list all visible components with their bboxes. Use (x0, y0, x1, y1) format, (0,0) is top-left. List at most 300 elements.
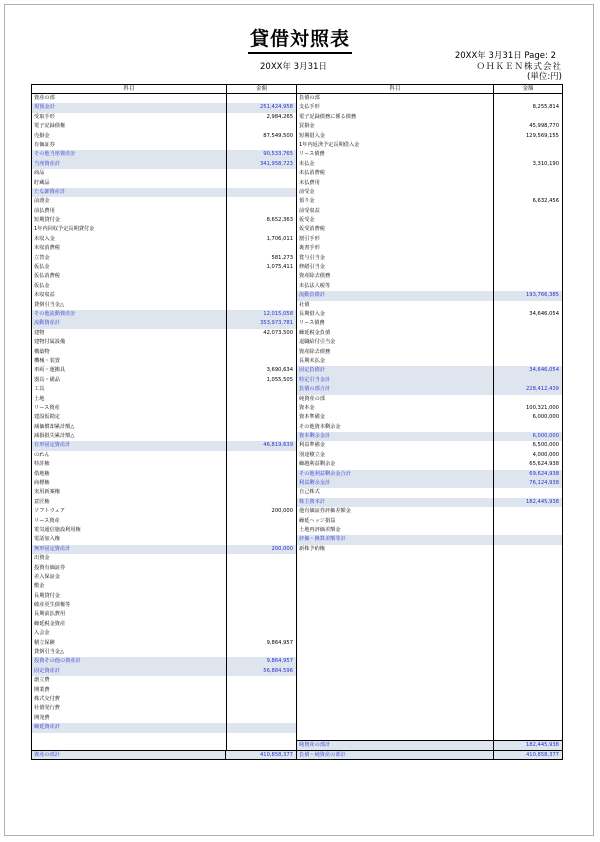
account-amount: 3,310,190 (532, 160, 559, 167)
account-name: 割引手形 (299, 235, 320, 242)
account-amount: 228,412,439 (525, 386, 559, 393)
account-name: 投資有価証券 (34, 564, 66, 571)
account-amount (226, 272, 296, 281)
liability-row (297, 545, 562, 554)
account-amount: 9,864,957 (266, 639, 293, 646)
account-name: 借地権 (34, 470, 50, 477)
asset-row (32, 423, 296, 432)
account-name: リース資産 (34, 517, 60, 524)
asset-row (32, 179, 296, 188)
account-name: リース資産 (34, 404, 60, 411)
account-amount: 353,973,781 (259, 320, 293, 327)
account-name: たな卸資産計 (34, 188, 66, 195)
asset-row (32, 517, 296, 526)
asset-row (32, 150, 296, 159)
account-amount: 45,998,770 (529, 123, 559, 130)
account-name: 社債発行費 (34, 705, 60, 712)
account-amount (226, 179, 296, 188)
asset-row (32, 554, 296, 563)
account-name: 資産除去債務 (299, 348, 331, 355)
column-header-account-right: 科目 (297, 85, 494, 93)
asset-row (32, 348, 296, 357)
account-amount (226, 225, 296, 234)
account-amount: 1,075,411 (266, 264, 293, 271)
liability-row (297, 225, 562, 234)
account-name: 利益剰余金計 (299, 480, 331, 487)
account-amount: 69,624,938 (529, 470, 559, 477)
account-amount (226, 395, 296, 404)
account-amount (494, 188, 562, 197)
account-name: 固定負債計 (299, 367, 325, 374)
account-name: 株式交付費 (34, 696, 60, 702)
account-amount (226, 714, 296, 723)
account-name: 当座資産計 (34, 160, 60, 167)
asset-row (32, 488, 296, 497)
account-amount (226, 141, 296, 150)
account-amount (226, 94, 296, 103)
account-name: 長期借入金 (299, 310, 325, 317)
account-name: 電子記録債務に係る債務 (299, 113, 357, 120)
account-amount (494, 507, 562, 516)
liability-row (297, 507, 562, 516)
liability-row (297, 385, 562, 394)
account-name: 別途積立金 (299, 451, 325, 458)
account-amount (226, 695, 296, 704)
account-name: 資産除去債務 (299, 273, 331, 280)
asset-row (32, 676, 296, 685)
account-name: 1年内回収予定長期貸付金 (34, 226, 95, 233)
asset-row (32, 319, 296, 328)
account-name: 破産更生債権等 (34, 602, 71, 609)
asset-row (32, 169, 296, 178)
account-amount: 129,569,155 (525, 132, 559, 139)
account-name: 利益準備金 (299, 442, 325, 449)
account-amount (226, 197, 296, 206)
liability-row (297, 113, 562, 122)
asset-row (32, 376, 296, 385)
account-name: 積立保険 (34, 639, 55, 646)
account-amount (226, 582, 296, 591)
account-name: 土地再評価差額金 (299, 526, 341, 533)
asset-row (32, 366, 296, 375)
liability-row (297, 488, 562, 497)
balance-sheet-table (31, 84, 563, 760)
account-amount (494, 254, 562, 263)
account-amount (226, 686, 296, 695)
account-name: 電子記録債権 (34, 123, 66, 130)
account-name: 退職給付引当金 (299, 339, 336, 346)
account-name: 株主資本計 (299, 498, 325, 505)
account-name: 開業費 (34, 686, 50, 693)
asset-row (32, 695, 296, 704)
account-amount: 65,624,938 (529, 461, 559, 468)
account-amount: 8,652,363 (266, 217, 293, 224)
account-amount: 76,124,938 (529, 480, 559, 487)
asset-row (32, 460, 296, 469)
account-amount (226, 723, 296, 732)
account-amount (226, 592, 296, 601)
account-name: 負債の部 (299, 95, 320, 101)
account-name: 土地 (34, 395, 45, 402)
account-amount (226, 122, 296, 131)
account-amount (226, 357, 296, 366)
account-amount: 90,533,765 (263, 151, 293, 158)
account-name: のれん (34, 451, 50, 458)
account-name: 未払費用 (299, 179, 320, 186)
account-name: 車両・運搬具 (34, 367, 66, 374)
account-name: 立替金 (34, 254, 50, 261)
asset-row (32, 235, 296, 244)
account-amount: 100,321,000 (525, 404, 559, 411)
account-name: 有価証券 (34, 141, 55, 148)
asset-row (32, 188, 296, 197)
account-name: 資本金 (299, 404, 315, 411)
account-name: 未収収益 (34, 292, 55, 299)
asset-row (32, 413, 296, 422)
liability-row (297, 357, 562, 366)
asset-row (32, 385, 296, 394)
account-name: 未収入金 (34, 235, 55, 242)
account-name: 商品 (34, 170, 45, 177)
account-amount (226, 301, 296, 310)
account-amount (494, 517, 562, 526)
account-name: 前渡金 (34, 198, 50, 205)
liability-row (297, 272, 562, 281)
account-name: 繰延税金負債 (299, 329, 331, 336)
total-row (32, 750, 296, 760)
account-amount: 8,255,814 (532, 104, 559, 111)
liability-row (297, 94, 562, 103)
liability-row (297, 413, 562, 422)
liability-row (297, 197, 562, 206)
page-title: 貸借対照表 (0, 24, 600, 51)
liability-row (297, 498, 562, 507)
account-amount (494, 216, 562, 225)
asset-row (32, 282, 296, 291)
asset-row (32, 657, 296, 666)
account-name: 建設仮勘定 (34, 414, 60, 421)
account-name: 貸倒引当金△ (34, 649, 64, 656)
liabilities-equity-section (297, 94, 562, 759)
asset-row (32, 629, 296, 638)
account-amount (494, 282, 562, 291)
account-name: 減価償却累計額△ (34, 423, 75, 430)
account-name: 流動負債計 (299, 292, 325, 299)
account-name: 開発費 (34, 714, 50, 721)
account-name: 敷金 (34, 583, 45, 590)
account-amount: 200,000 (271, 545, 293, 552)
account-amount (226, 451, 296, 460)
account-amount (226, 629, 296, 638)
liability-row (297, 451, 562, 460)
account-name: 創立費 (34, 677, 50, 684)
total-row (297, 750, 562, 760)
assets-rows (32, 94, 296, 750)
account-name: 差入保証金 (34, 573, 60, 580)
account-name: 自己株式 (299, 489, 320, 496)
account-name: 長期貸付金 (34, 592, 60, 599)
asset-row (32, 545, 296, 554)
account-amount (226, 348, 296, 357)
account-amount (226, 207, 296, 216)
asset-row (32, 441, 296, 450)
unit-label: (単位:円) (527, 72, 562, 82)
account-amount (226, 573, 296, 582)
liability-row (297, 150, 562, 159)
liability-row (297, 460, 562, 469)
asset-row (32, 667, 296, 676)
liability-row (297, 141, 562, 150)
account-amount (226, 535, 296, 544)
account-amount (494, 395, 562, 404)
account-name: 商標権 (34, 480, 50, 487)
account-amount (494, 235, 562, 244)
asset-row (32, 498, 296, 507)
account-amount (226, 385, 296, 394)
account-amount (226, 413, 296, 422)
liability-row (297, 404, 562, 413)
account-name: 特定引当金計 (299, 376, 331, 383)
account-amount: 341,958,723 (259, 160, 293, 167)
liability-row (297, 310, 562, 319)
account-amount (494, 535, 562, 544)
account-amount (494, 423, 562, 432)
asset-row (32, 535, 296, 544)
total-label: 純資産の部計 (297, 741, 494, 750)
liability-row (297, 329, 562, 338)
account-amount (226, 188, 296, 197)
account-name: 純資産の部 (299, 395, 325, 402)
account-name: 社債 (299, 301, 310, 308)
account-name: 建物付属設備 (34, 339, 66, 346)
account-amount (494, 338, 562, 347)
account-amount: 46,819,639 (263, 442, 293, 449)
total-amount: 410,858,377 (525, 751, 559, 758)
account-name: 仮払消費税 (34, 273, 60, 280)
account-name: 売掛金 (34, 132, 50, 139)
asset-row (32, 254, 296, 263)
account-amount (226, 601, 296, 610)
account-amount (494, 113, 562, 122)
account-name: 繰越利益剰余金 (299, 461, 336, 468)
asset-row (32, 432, 296, 441)
liability-row (297, 479, 562, 488)
account-amount: 1,055,505 (266, 376, 293, 383)
liability-row (297, 282, 562, 291)
asset-row (32, 564, 296, 573)
account-amount (494, 526, 562, 535)
liability-row (297, 179, 562, 188)
liability-row (297, 169, 562, 178)
liability-row (297, 423, 562, 432)
account-name: その他流動資産計 (34, 310, 76, 317)
account-name: 繰延ヘッジ損益 (299, 517, 336, 524)
account-amount: 200,000 (271, 508, 293, 515)
asset-row (32, 338, 296, 347)
account-name: 未払消費税 (299, 170, 325, 177)
account-name: 実用新案権 (34, 489, 60, 496)
account-amount (226, 291, 296, 300)
account-amount (494, 357, 562, 366)
account-amount (494, 319, 562, 328)
liability-row (297, 216, 562, 225)
account-amount (226, 610, 296, 619)
asset-row (32, 103, 296, 112)
account-amount (226, 488, 296, 497)
column-header-amount-left: 金額 (227, 85, 297, 93)
account-amount: 56,884,596 (263, 667, 293, 674)
account-name: 機械・装置 (34, 357, 60, 364)
asset-row (32, 470, 296, 479)
total-amount: 182,445,938 (525, 742, 559, 748)
liability-row (297, 263, 562, 272)
account-name: リース債務 (299, 320, 325, 327)
account-name: 仮受消費税 (299, 226, 325, 233)
liability-row (297, 244, 562, 253)
account-name: その他当座資産計 (34, 151, 76, 158)
account-name: 繰延資産計 (34, 724, 60, 731)
account-name: 仮受金 (299, 217, 315, 224)
asset-row (32, 395, 296, 404)
account-amount (226, 517, 296, 526)
asset-row (32, 141, 296, 150)
account-name: 未収消費税 (34, 245, 60, 252)
asset-row (32, 301, 296, 310)
account-name: 前受金 (299, 188, 315, 195)
asset-row (32, 451, 296, 460)
account-name: 長期前払費用 (34, 611, 66, 618)
liability-row (297, 526, 562, 535)
account-name: 仮払金 (34, 282, 50, 289)
account-name: 繰延税金資産 (34, 620, 66, 627)
account-amount (226, 460, 296, 469)
account-amount: 4,000,000 (532, 451, 559, 458)
asset-row (32, 113, 296, 122)
account-name: 意匠権 (34, 498, 50, 505)
page-number: 20XX年 3月31日 Page: 2 (454, 51, 556, 61)
asset-row (32, 197, 296, 206)
account-amount (226, 423, 296, 432)
asset-row (32, 207, 296, 216)
asset-row (32, 610, 296, 619)
account-name: 固定資産計 (34, 667, 60, 674)
account-amount (226, 526, 296, 535)
liability-row (297, 254, 562, 263)
account-name: 器具・備品 (34, 376, 60, 383)
account-amount (494, 263, 562, 272)
account-amount (494, 488, 562, 497)
account-amount: 42,073,500 (263, 329, 293, 336)
asset-row (32, 507, 296, 516)
account-name: 無形固定資産計 (34, 545, 71, 552)
account-name: 工具 (34, 386, 45, 393)
account-name: 未払金 (299, 160, 315, 167)
asset-row (32, 714, 296, 723)
account-amount (226, 169, 296, 178)
asset-row (32, 225, 296, 234)
account-amount: 2,984,265 (266, 113, 293, 120)
asset-row (32, 329, 296, 338)
asset-row (32, 291, 296, 300)
account-name: 新株予約権 (299, 545, 325, 552)
account-amount (226, 564, 296, 573)
account-amount: 6,000,000 (532, 414, 559, 421)
asset-row (32, 272, 296, 281)
asset-row (32, 244, 296, 253)
account-amount: 9,864,957 (266, 658, 293, 665)
asset-row (32, 357, 296, 366)
account-name: 前払費用 (34, 207, 55, 214)
account-amount (226, 648, 296, 657)
total-amount: 410,858,377 (259, 751, 293, 758)
account-amount (494, 225, 562, 234)
asset-row (32, 216, 296, 225)
liability-row (297, 348, 562, 357)
account-name: 現預金計 (34, 104, 55, 111)
liability-row (297, 188, 562, 197)
liability-row (297, 122, 562, 131)
account-amount (494, 94, 562, 103)
account-name: 電気通信施設利用権 (34, 526, 81, 533)
asset-row (32, 122, 296, 131)
account-amount (226, 432, 296, 441)
account-name: 貯蔵品 (34, 179, 50, 186)
account-name: 建物 (34, 329, 45, 336)
asset-row (32, 648, 296, 657)
column-header-amount-right: 金額 (522, 86, 534, 92)
liability-row (297, 535, 562, 544)
column-header-account-left: 科目 (32, 85, 227, 93)
liability-row (297, 441, 562, 450)
account-amount (494, 179, 562, 188)
account-amount: 12,015,058 (263, 310, 293, 317)
liability-row (297, 470, 562, 479)
account-name: 預り金 (299, 198, 315, 205)
account-amount (494, 545, 562, 554)
account-name: 仮払金 (34, 264, 50, 271)
liability-row (297, 366, 562, 375)
account-amount (226, 338, 296, 347)
account-name: 長期未払金 (299, 357, 325, 364)
liability-row (297, 301, 562, 310)
account-name: 電話加入権 (34, 536, 60, 543)
account-name: 減損損失累計額△ (34, 433, 75, 440)
account-name: 貸倒引当金△ (34, 301, 64, 308)
account-amount (226, 498, 296, 507)
account-name: 流動資産計 (34, 320, 60, 327)
account-name: 資本準備金 (299, 414, 325, 421)
account-amount: 6,500,000 (532, 442, 559, 449)
asset-row (32, 404, 296, 413)
liability-row (297, 338, 562, 347)
asset-row (32, 94, 296, 103)
account-name: 1年内返済予定長期借入金 (299, 141, 360, 148)
liability-row (297, 395, 562, 404)
liability-row (297, 319, 562, 328)
report-date: 20XX年 3月31日 (260, 62, 327, 72)
liability-row (297, 291, 562, 300)
account-name: 支払手形 (299, 104, 320, 111)
account-name: 負債の部合計 (299, 386, 331, 393)
account-name: 資本剰余金計 (299, 433, 331, 440)
account-amount: 34,646,054 (529, 367, 559, 374)
account-amount (226, 282, 296, 291)
account-amount (494, 141, 562, 150)
asset-row (32, 160, 296, 169)
account-amount (226, 244, 296, 253)
account-name: 有形固定資産計 (34, 442, 71, 449)
liability-row (297, 432, 562, 441)
